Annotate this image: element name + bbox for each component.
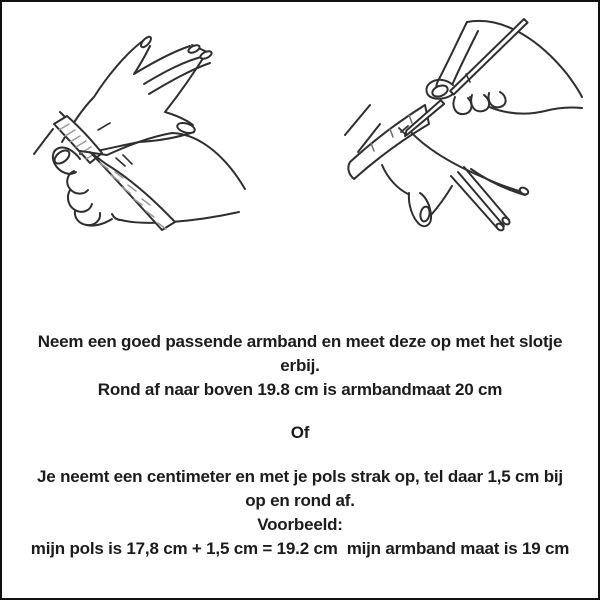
instruction-line: mijn pols is 17,8 cm + 1,5 cm = 19.2 cm mijn armband maat is 19 cm xyxy=(30,539,570,558)
measure-wrist-with-tape-illustration xyxy=(24,8,304,256)
instruction-line: Rond af naar boven 19.8 cm is armbandmaat 20 cm xyxy=(97,380,503,399)
instruction-line: op en rond af. xyxy=(245,491,355,510)
separator-label: Of xyxy=(290,423,310,442)
instruction-line: Voorbeeld: xyxy=(257,515,343,534)
instruction-line: erbij. xyxy=(280,356,320,375)
instruction-line: Neem een goed passende armband en meet deze op met het slotje xyxy=(37,332,563,351)
instruction-block-2 xyxy=(2,465,598,561)
instruction-block-1 xyxy=(2,330,598,402)
mark-tape-with-pen-illustration xyxy=(320,7,592,245)
separator-of xyxy=(2,421,598,445)
instruction-line: Je neemt een centimeter en met je pols strak op, tel daar 1,5 cm bij xyxy=(37,467,563,486)
